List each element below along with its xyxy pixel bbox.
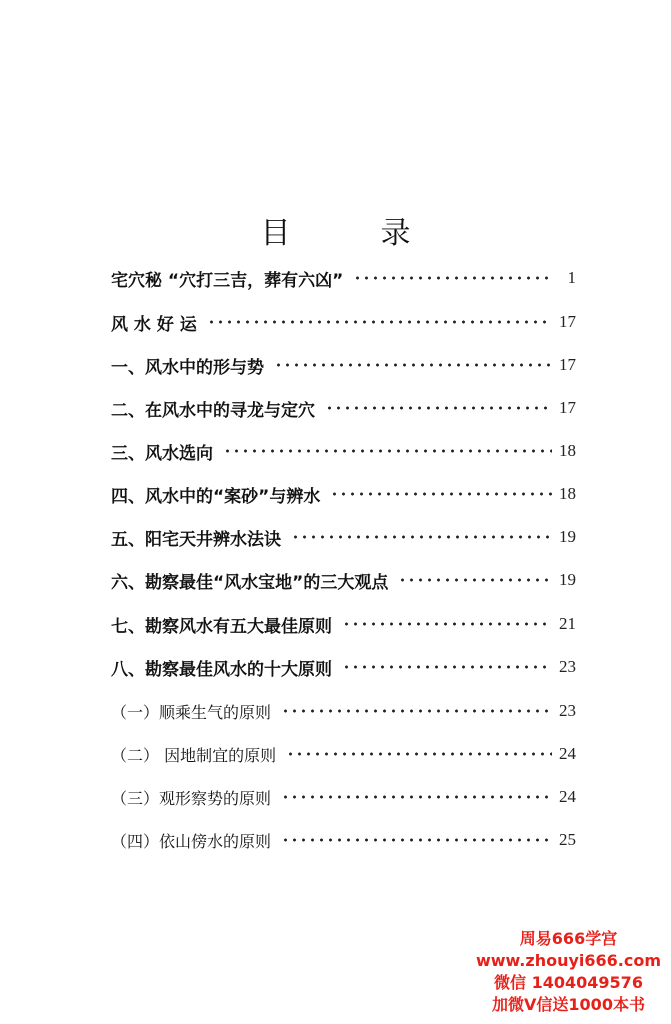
toc-leader-dots [291, 535, 552, 539]
page-title: 目 录 [260, 216, 441, 251]
toc-entry[interactable] [111, 609, 576, 639]
toc-page-number: 21 [559, 614, 576, 633]
toc-subentry[interactable] [111, 782, 576, 812]
toc-entry-title: 六、勘察最佳“风水宝地”的三大观点 [111, 572, 389, 593]
toc-entry[interactable] [111, 479, 576, 509]
toc-entry-title: （四）依山傍水的原则 [111, 831, 272, 851]
toc-entry-title: 四、风水中的“案砂”与辨水 [111, 486, 321, 507]
toc-page-number: 23 [559, 657, 576, 676]
toc-entry-title: 八、勘察最佳风水的十大原则 [111, 659, 332, 680]
toc-leader-dots [342, 622, 552, 626]
toc-leader-dots [274, 363, 552, 367]
watermark [466, 928, 671, 1016]
toc-entry[interactable] [111, 522, 576, 552]
toc-entry-title: （一）顺乘生气的原则 [111, 702, 272, 722]
toc-entry-title: （二） 因地制宜的原则 [111, 745, 277, 765]
toc-page-number: 18 [559, 484, 576, 503]
toc-subentry[interactable] [111, 739, 576, 769]
toc-entry[interactable] [111, 565, 576, 595]
toc-leader-dots [342, 665, 552, 669]
toc-entry-title: 宅穴秘 “穴打三吉，葬有六凶” [111, 270, 344, 291]
toc-entry[interactable] [111, 307, 576, 337]
watermark-offer: 加微V信送1000本书 [492, 995, 645, 1014]
toc-leader-dots [281, 709, 552, 713]
toc-page-number: 18 [559, 441, 576, 460]
toc-page-number: 19 [559, 570, 576, 589]
toc-page-number: 17 [559, 355, 576, 374]
toc-entry[interactable] [111, 263, 576, 293]
toc-entry-title: 五、阳宅天井辨水法诀 [111, 529, 281, 550]
toc-entry-title: 二、在风水中的寻龙与定穴 [111, 400, 315, 421]
toc-page-number: 17 [559, 312, 576, 331]
toc-leader-dots [330, 492, 552, 496]
toc-entry[interactable] [111, 436, 576, 466]
toc-leader-dots [281, 795, 552, 799]
toc-entry[interactable] [111, 393, 576, 423]
toc-leader-dots [353, 276, 552, 280]
toc-page-number: 24 [559, 787, 576, 806]
toc-subentry[interactable] [111, 825, 576, 855]
watermark-brand: 周易666学宫 [519, 929, 618, 948]
toc-leader-dots [325, 406, 552, 410]
watermark-url: www.zhouyi666.com [475, 951, 662, 970]
toc-page-number: 17 [559, 398, 576, 417]
toc-leader-dots [286, 752, 552, 756]
toc-subentry[interactable] [111, 696, 576, 726]
toc-entry-title: 三、风水选向 [111, 443, 213, 464]
toc-leader-dots [281, 838, 552, 842]
toc-page-number: 23 [559, 701, 576, 720]
toc-entry[interactable] [111, 652, 576, 682]
watermark-wechat: 微信 1404049576 [494, 973, 643, 992]
toc-entry-title: 七、勘察风水有五大最佳原则 [111, 616, 332, 637]
toc-page-number: 24 [559, 744, 576, 763]
toc-entry-title: （三）观形察势的原则 [111, 788, 272, 808]
toc-entry-title: 一、风水中的形与势 [111, 357, 264, 378]
toc-page-number: 1 [567, 268, 576, 287]
toc-page-number: 19 [559, 527, 576, 546]
toc-leader-dots [207, 320, 552, 324]
toc-page-number: 25 [559, 830, 576, 849]
toc-entry[interactable] [111, 350, 576, 380]
toc-leader-dots [398, 578, 552, 582]
toc-leader-dots [223, 449, 552, 453]
toc-entry-title: 风 水 好 运 [111, 314, 197, 335]
